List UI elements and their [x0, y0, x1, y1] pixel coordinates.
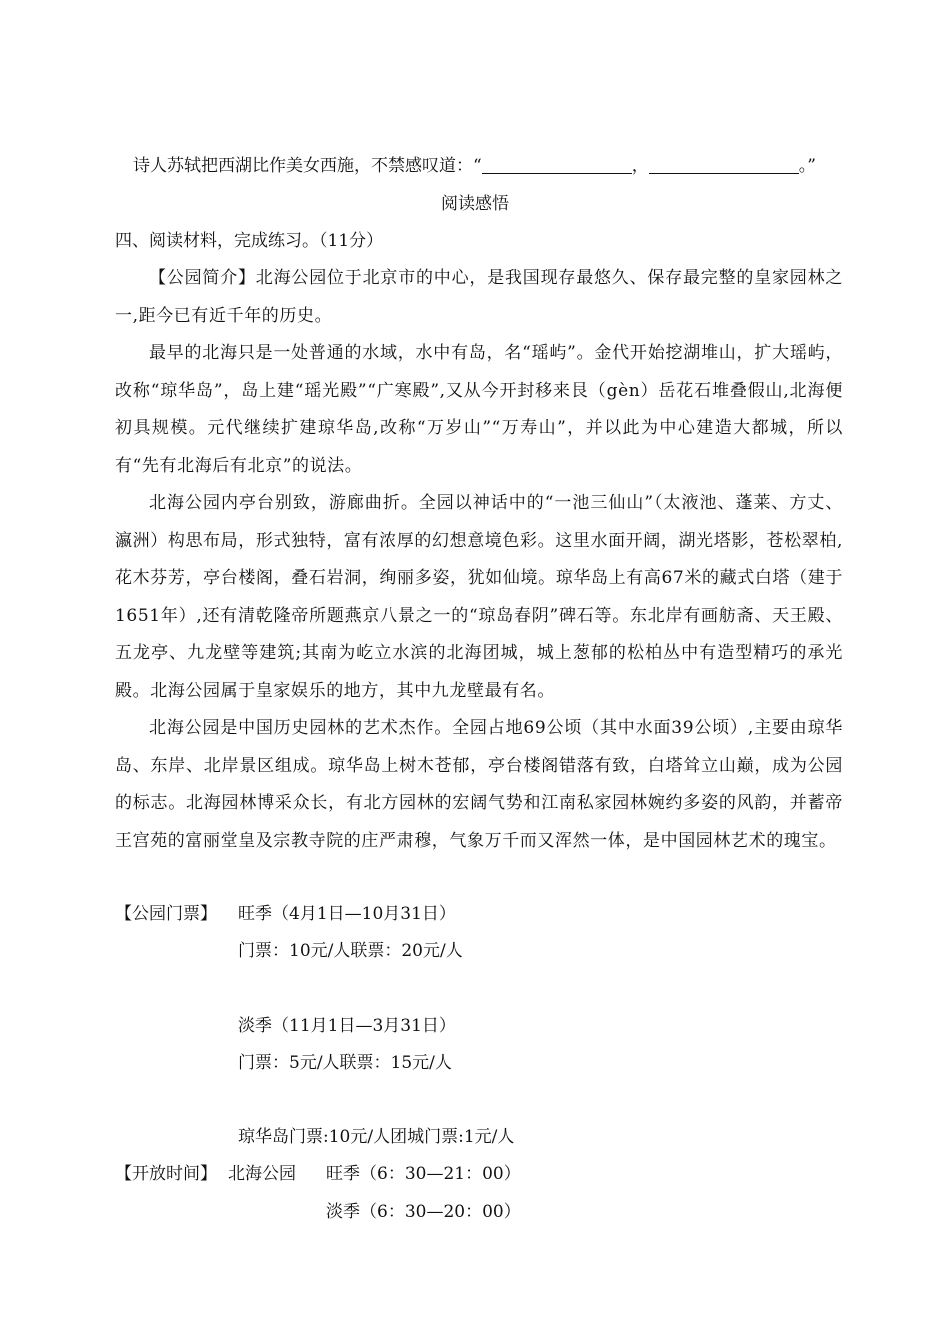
opening-hours-label: 【开放时间】 [115, 1164, 217, 1184]
opening-hours-off: 淡季（6：30—20：00） [326, 1202, 521, 1222]
poem-question [133, 154, 816, 178]
paragraph-art: 北海公园是中国历史园林的艺术杰作。全园占地69公顷（其中水面39公顷）,主要由琼华岛、东岸、北岸景区组成。琼华岛上树木苍郁，亭台楼阁错落有致，白塔耸立山巅，成为公园的标志。北海园林博采众长，有北方园林的宏阔气势和江南私家园林婉约多姿的风韵，并蓄帝王宫苑的富丽堂皇及宗教寺院的庄严肃穆，气象万千而又浑然一体，是中国园林艺术的瑰宝。 [115, 718, 843, 851]
tickets-off-prices: 门票：5元/人联票：15元/人 [238, 1053, 452, 1073]
tickets-label: 【公园门票】 [115, 904, 217, 924]
tickets-peak-prices: 门票：10元/人联票：20元/人 [238, 941, 463, 961]
answer-blank-2[interactable] [649, 155, 799, 174]
poem-question-separator: ， [631, 156, 649, 176]
section-heading: 阅读感悟 [441, 194, 509, 214]
answer-blank-1[interactable] [482, 155, 632, 174]
paragraph-park-intro: 【公园简介】北海公园位于北京市的中心，是我国现存最悠久、保存最完整的皇家园林之一,距今已有近千年的历史。 [115, 268, 843, 326]
tickets-extra: 琼华岛门票:10元/人团城门票:1元/人 [238, 1127, 515, 1147]
paragraph-history: 最早的北海只是一处普通的水域，水中有岛，名“瑶屿”。金代开始挖湖堆山，扩大瑶屿，改称“琼华岛”，岛上建“瑶光殿”“广寒殿”,又从今开封移来艮（gèn）岳花石堆叠假山,北海便初具规模。元代继续扩建琼华岛,改称“万岁山”“万寿山”，并以此为中心建造大都城，所以有“先有北海后有北京”的说法。 [115, 343, 843, 476]
tickets-peak-season: 旺季（4月1日—10月31日） [238, 904, 456, 924]
opening-hours-peak: 旺季（6：30—21：00） [326, 1164, 521, 1184]
opening-hours-place: 北海公园 [228, 1164, 296, 1184]
question-title: 四、阅读材料，完成练习。（11分） [115, 231, 384, 251]
tickets-off-season: 淡季（11月1日—3月31日） [238, 1016, 456, 1036]
paragraph-scenery: 北海公园内亭台别致，游廊曲折。全园以神话中的“一池三仙山”（太液池、蓬莱、方丈、瀛洲）构思布局，形式独特，富有浓厚的幻想意境色彩。这里水面开阔，湖光塔影，苍松翠柏,花木芬芳，亭台楼阁，叠石岩洞，绚丽多姿，犹如仙境。琼华岛上有高67米的藏式白塔（建于1651年）,还有清乾隆帝所题燕京八景之一的“琼岛春阴”碑石等。东北岸有画舫斋、天王殿、五龙亭、九龙壁等建筑;其南为屹立水滨的北海团城，城上葱郁的松柏丛中有造型精巧的承光殿。北海公园属于皇家娱乐的地方，其中九龙壁最有名。 [115, 493, 843, 701]
poem-question-suffix: 。” [798, 156, 816, 176]
poem-question-prefix: 诗人苏轼把西湖比作美女西施，不禁感叹道：“ [133, 156, 482, 176]
